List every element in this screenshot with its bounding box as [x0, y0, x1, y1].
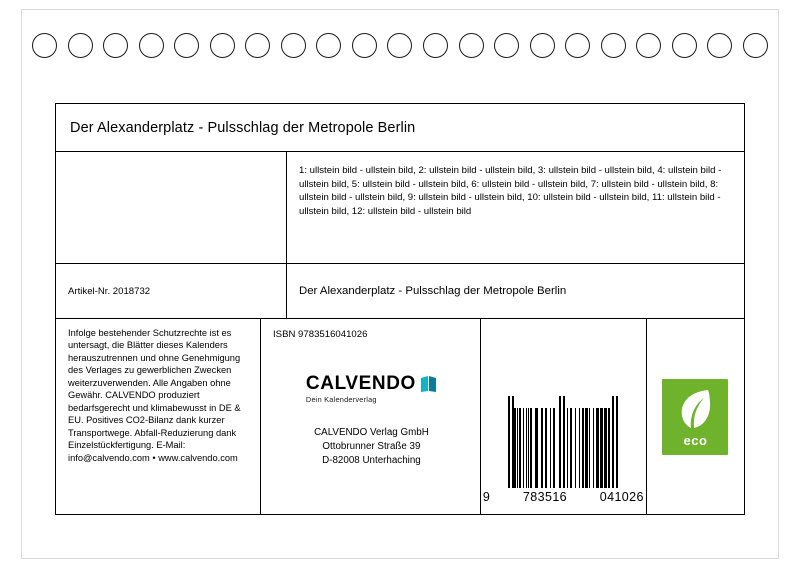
publisher-city: D-82008 Unterhaching [322, 455, 421, 467]
image-credits: 1: ullstein bild - ullstein bild, 2: ullstein bild - ullstein bild, 3: ullstein bild - ullstein bild, 4: ullstein bild - ullstein bild, 5: ullstein bild - ullstein bild, 6: ullstein bild - ullstein bild, 7: ullstein bild - ullstein bild, 8: ullstein bild - ullstein bild, 9: ullstein bild - ullstein bild, 10: ullstein bild - ullstein bild, 11: ullstein bild - ullstein bild, 12: ullstein bild - ullstein bild [286, 152, 744, 263]
barcode-group-1: 783516 [522, 490, 568, 504]
eco-label: eco [683, 432, 708, 448]
punch-hole [459, 33, 484, 58]
spiral-punch-holes [22, 22, 778, 68]
publisher-street: Ottobrunner Straße 39 [322, 441, 421, 453]
punch-hole [530, 33, 555, 58]
punch-hole [103, 33, 128, 58]
punch-hole [743, 33, 768, 58]
punch-hole [68, 33, 93, 58]
punch-hole [139, 33, 164, 58]
ean13-barcode [481, 396, 646, 504]
punch-hole [281, 33, 306, 58]
logo-tagline: Dein Kalenderverlag [305, 395, 377, 404]
punch-hole [423, 33, 448, 58]
punch-hole [601, 33, 626, 58]
punch-hole [174, 33, 199, 58]
barcode-digit-left: 9 [482, 490, 491, 504]
punch-hole [707, 33, 732, 58]
page-title: Der Alexanderplatz - Pulsschlag der Metropole Berlin [70, 119, 416, 136]
info-table [55, 103, 745, 515]
article-subtitle: Der Alexanderplatz - Pulsschlag der Metropole Berlin [286, 264, 744, 318]
punch-hole [245, 33, 270, 58]
barcode-bars [508, 396, 618, 488]
punch-hole [352, 33, 377, 58]
punch-hole [672, 33, 697, 58]
title-row [56, 104, 744, 151]
title-cell [56, 104, 744, 151]
article-row [56, 263, 744, 318]
legal-notice: Infolge bestehender Schutzrechte ist es untersagt, die Blätter dieses Kalenders herauszutrennen und ohne Genehmigung des Verlages zu gewerblichen Zwecken weiterzuverwenden. Alle Angaben ohne Gewähr. CALVENDO produziert bedarfsgerecht und klimabewusst in DE & EU. Positives CO2-Bilanz dank kurzer Transportwege. Abfall-Reduzierung dank Einzelstückfertigung. E-Mail: info@calvendo.com • www.calvendo.com [68, 328, 241, 463]
eco-cell [646, 319, 744, 514]
eco-badge [662, 379, 728, 455]
punch-hole [565, 33, 590, 58]
article-number: Artikel-Nr. 2018732 [68, 285, 151, 297]
credits-row [56, 151, 744, 263]
logo-name: CALVENDO [305, 373, 416, 394]
publisher-block [260, 319, 480, 514]
publisher-name: CALVENDO Verlag GmbH [314, 427, 429, 438]
publisher-address [273, 426, 470, 469]
barcode-digits [481, 490, 646, 504]
bottom-row [56, 318, 744, 514]
punch-hole [494, 33, 519, 58]
punch-hole [387, 33, 412, 58]
punch-hole [210, 33, 235, 58]
punch-hole [316, 33, 341, 58]
leaf-icon [678, 388, 712, 432]
punch-hole [636, 33, 661, 58]
credits-empty-cell [56, 152, 286, 263]
barcode-cell [480, 319, 646, 514]
barcode-group-2: 041026 [599, 490, 644, 504]
logo-book-icon [420, 375, 437, 393]
punch-hole [32, 33, 57, 58]
calvendo-logo [273, 374, 470, 404]
isbn-text: ISBN 9783516041026 [273, 329, 368, 340]
logo-text-block [306, 374, 416, 404]
